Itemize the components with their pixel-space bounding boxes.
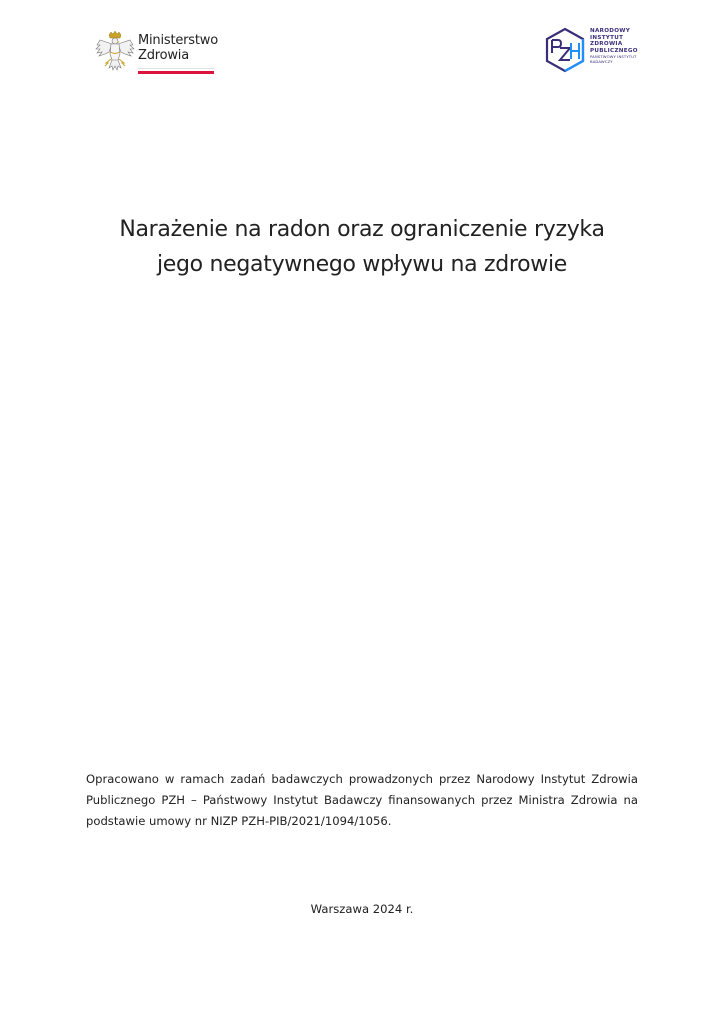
document-title-line2: jego negatywnego wpływu na zdrowie [156, 252, 568, 277]
place-and-date: Warszawa 2024 r. [310, 902, 414, 916]
ministry-name-line1: Ministerstwo [138, 33, 218, 48]
ministry-of-health-logo [94, 30, 224, 78]
funding-statement-line1: Opracowano w ramach zadań badawczych prowadzonych przez Narodowy Instytut Zdrowia [86, 772, 638, 786]
institute-name-line6: BADAWCZY [590, 59, 613, 65]
polish-eagle-icon [94, 30, 136, 76]
funding-statement-line3: podstawie umowy nr NIZP PZH-PIB/2021/1094/1056. [86, 814, 392, 828]
nizp-pzh-logo [543, 27, 643, 75]
document-title [0, 212, 724, 282]
institute-name-line5: PAŃSTWOWY INSTYTUT [590, 54, 637, 60]
funding-statement [86, 769, 638, 832]
pzh-logo-icon [543, 27, 587, 73]
ministry-name-line2: Zdrowia [138, 48, 189, 63]
institute-name-line4: PUBLICZNEGO [590, 47, 638, 54]
institute-name-line3: ZDROWIA [590, 41, 623, 48]
document-title-line1: Narażenie na radon oraz ograniczenie ryzyka [119, 217, 605, 242]
polish-flag-bar [138, 68, 214, 74]
institute-name-line2: INSTYTUT [590, 34, 624, 41]
institute-name [590, 28, 638, 64]
funding-statement-line2: Publicznego PZH – Państwowy Instytut Badawczy finansowanych przez Ministra Zdrowia na [86, 793, 638, 807]
ministry-name [138, 33, 218, 63]
institute-name-line1: NARODOWY [590, 28, 631, 34]
